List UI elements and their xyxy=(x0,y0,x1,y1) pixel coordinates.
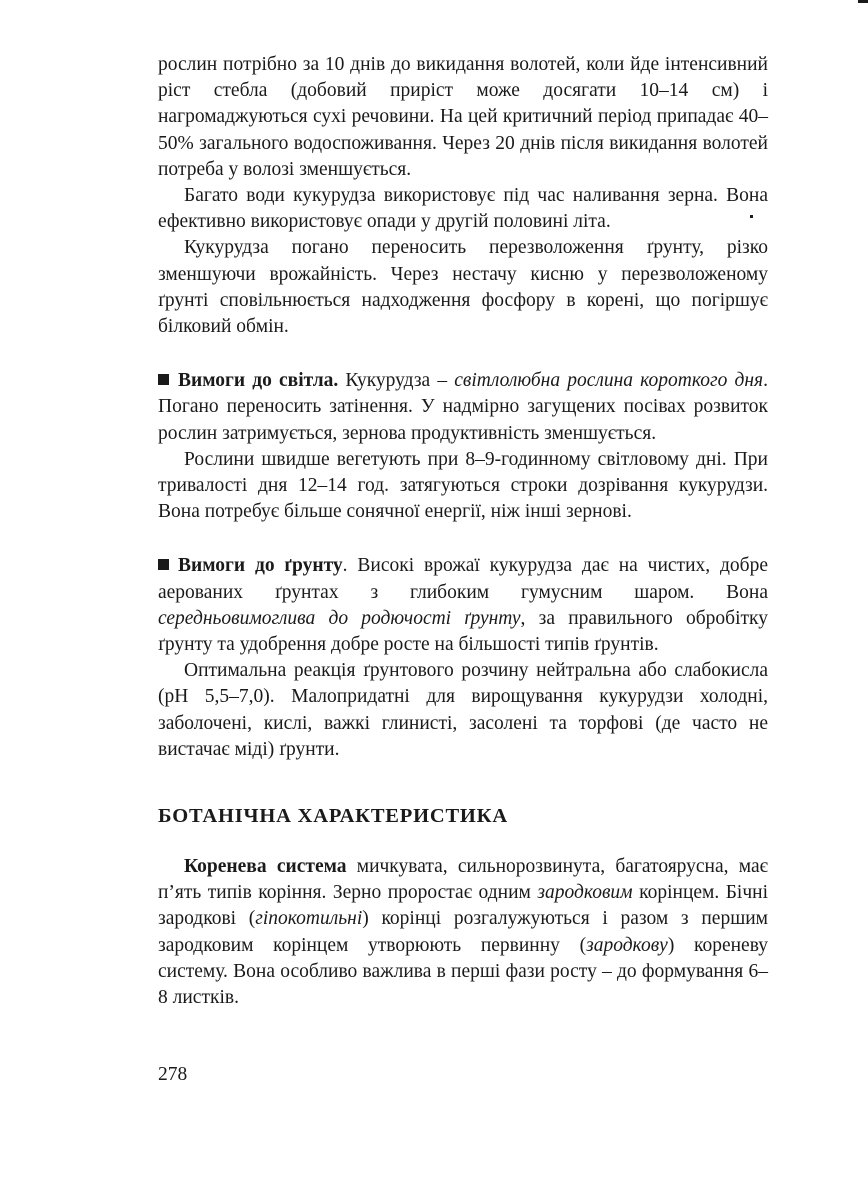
section-light-title: Вимоги до світла. xyxy=(178,370,339,392)
paragraph-water-grain-filling: Багато води кукурудза використовує під час наливання зерна. Вона ефективно використовує опади у другій половині літа. xyxy=(158,185,768,233)
soil-text-1: . Високі врожаї кукурудза дає на чистих, добре аерованих ґрунтах з глибоким гумусним шаром. Вона xyxy=(158,555,768,603)
page-number: 278 xyxy=(158,1064,188,1085)
light-italic-term: світлолюбна рослина короткого дня xyxy=(454,370,764,392)
root-italic-3: зародкову xyxy=(586,934,668,956)
section-heading-botanical: БОТАНІЧНА ХАРАКТЕРИСТИКА xyxy=(158,805,508,828)
paragraph-root-system xyxy=(158,854,768,1011)
root-text-1: мичкувата, сильнорозвинута, багатоярусна, має п’ять типів коріння. Зерно проростає одним xyxy=(158,856,768,904)
soil-italic-term: середньовимоглива до родючості ґрунту xyxy=(158,607,521,629)
paragraph-waterlogging: Кукурудза погано переносить перезволоження ґрунту, різко зменшуючи врожайність. Через нестачу кисню у перезволоженому ґрунті сповільнюється надходження фосфору в корені, що погіршує білковий обмін. xyxy=(158,237,768,338)
root-system-title: Коренева система xyxy=(184,856,347,878)
soil-text-2: , за правильного обробітку ґрунту та удобрення добре росте на більшості типів ґрунтів. xyxy=(158,607,768,656)
root-text-2: корінцем. Бічні зародкові ( xyxy=(158,882,768,930)
root-italic-1: зародковим xyxy=(537,882,633,904)
section-soil-title: Вимоги до ґрунту xyxy=(178,555,343,577)
root-italic-2: гіпокотильні xyxy=(255,908,363,930)
page-content xyxy=(158,52,768,1011)
light-text-before: Кукурудза – xyxy=(345,370,455,392)
paragraph-water-critical: рослин потрібно за 10 днів до викидання волотей, коли йде інтенсивний ріст стебла (добовий приріст може досягати 10–14 см) і нагромаджуються сухі речовини. На цей критичний період припадає 40–50% загального водоспоживання. Через 20 днів після викидання волотей потреба у волозі зменшується. xyxy=(158,54,768,180)
root-text-3: ) корінці розгалужуються і разом з першим зародковим корінцем утворюють первинну ( xyxy=(158,908,768,956)
paragraph-soil-ph: Оптимальна реакція ґрунтового розчину нейтральна або слабокисла (pH 5,5–7,0). Малопридатні для вирощування кукурудзи холодні, заболочені, кислі, важкі глинисті, засолені та торфові (де часто не вистачає міді) ґрунти. xyxy=(158,660,768,760)
section-soil-requirements xyxy=(158,553,768,658)
bullet-square-icon xyxy=(158,374,169,385)
root-text-4: ) кореневу систему. Вона особливо важлива в перші фази росту – до формування 6–8 листків. xyxy=(158,934,768,1009)
light-text-after: . Погано переносить затінення. У надмірно загущених посівах розвиток рослин затримується, зернова продуктивність зменшується. xyxy=(158,370,768,444)
paragraph-light-daylength: Рослини швидше вегетують при 8–9-годинному світловому дні. При тривалості дня 12–14 год. затягуються строки дозрівання кукурудзи. Вона потребує більше сонячної енергії, ніж інші зернові. xyxy=(158,448,768,523)
scan-corner-mark xyxy=(858,0,868,3)
section-light-requirements xyxy=(158,368,768,447)
bullet-square-icon xyxy=(158,559,169,570)
